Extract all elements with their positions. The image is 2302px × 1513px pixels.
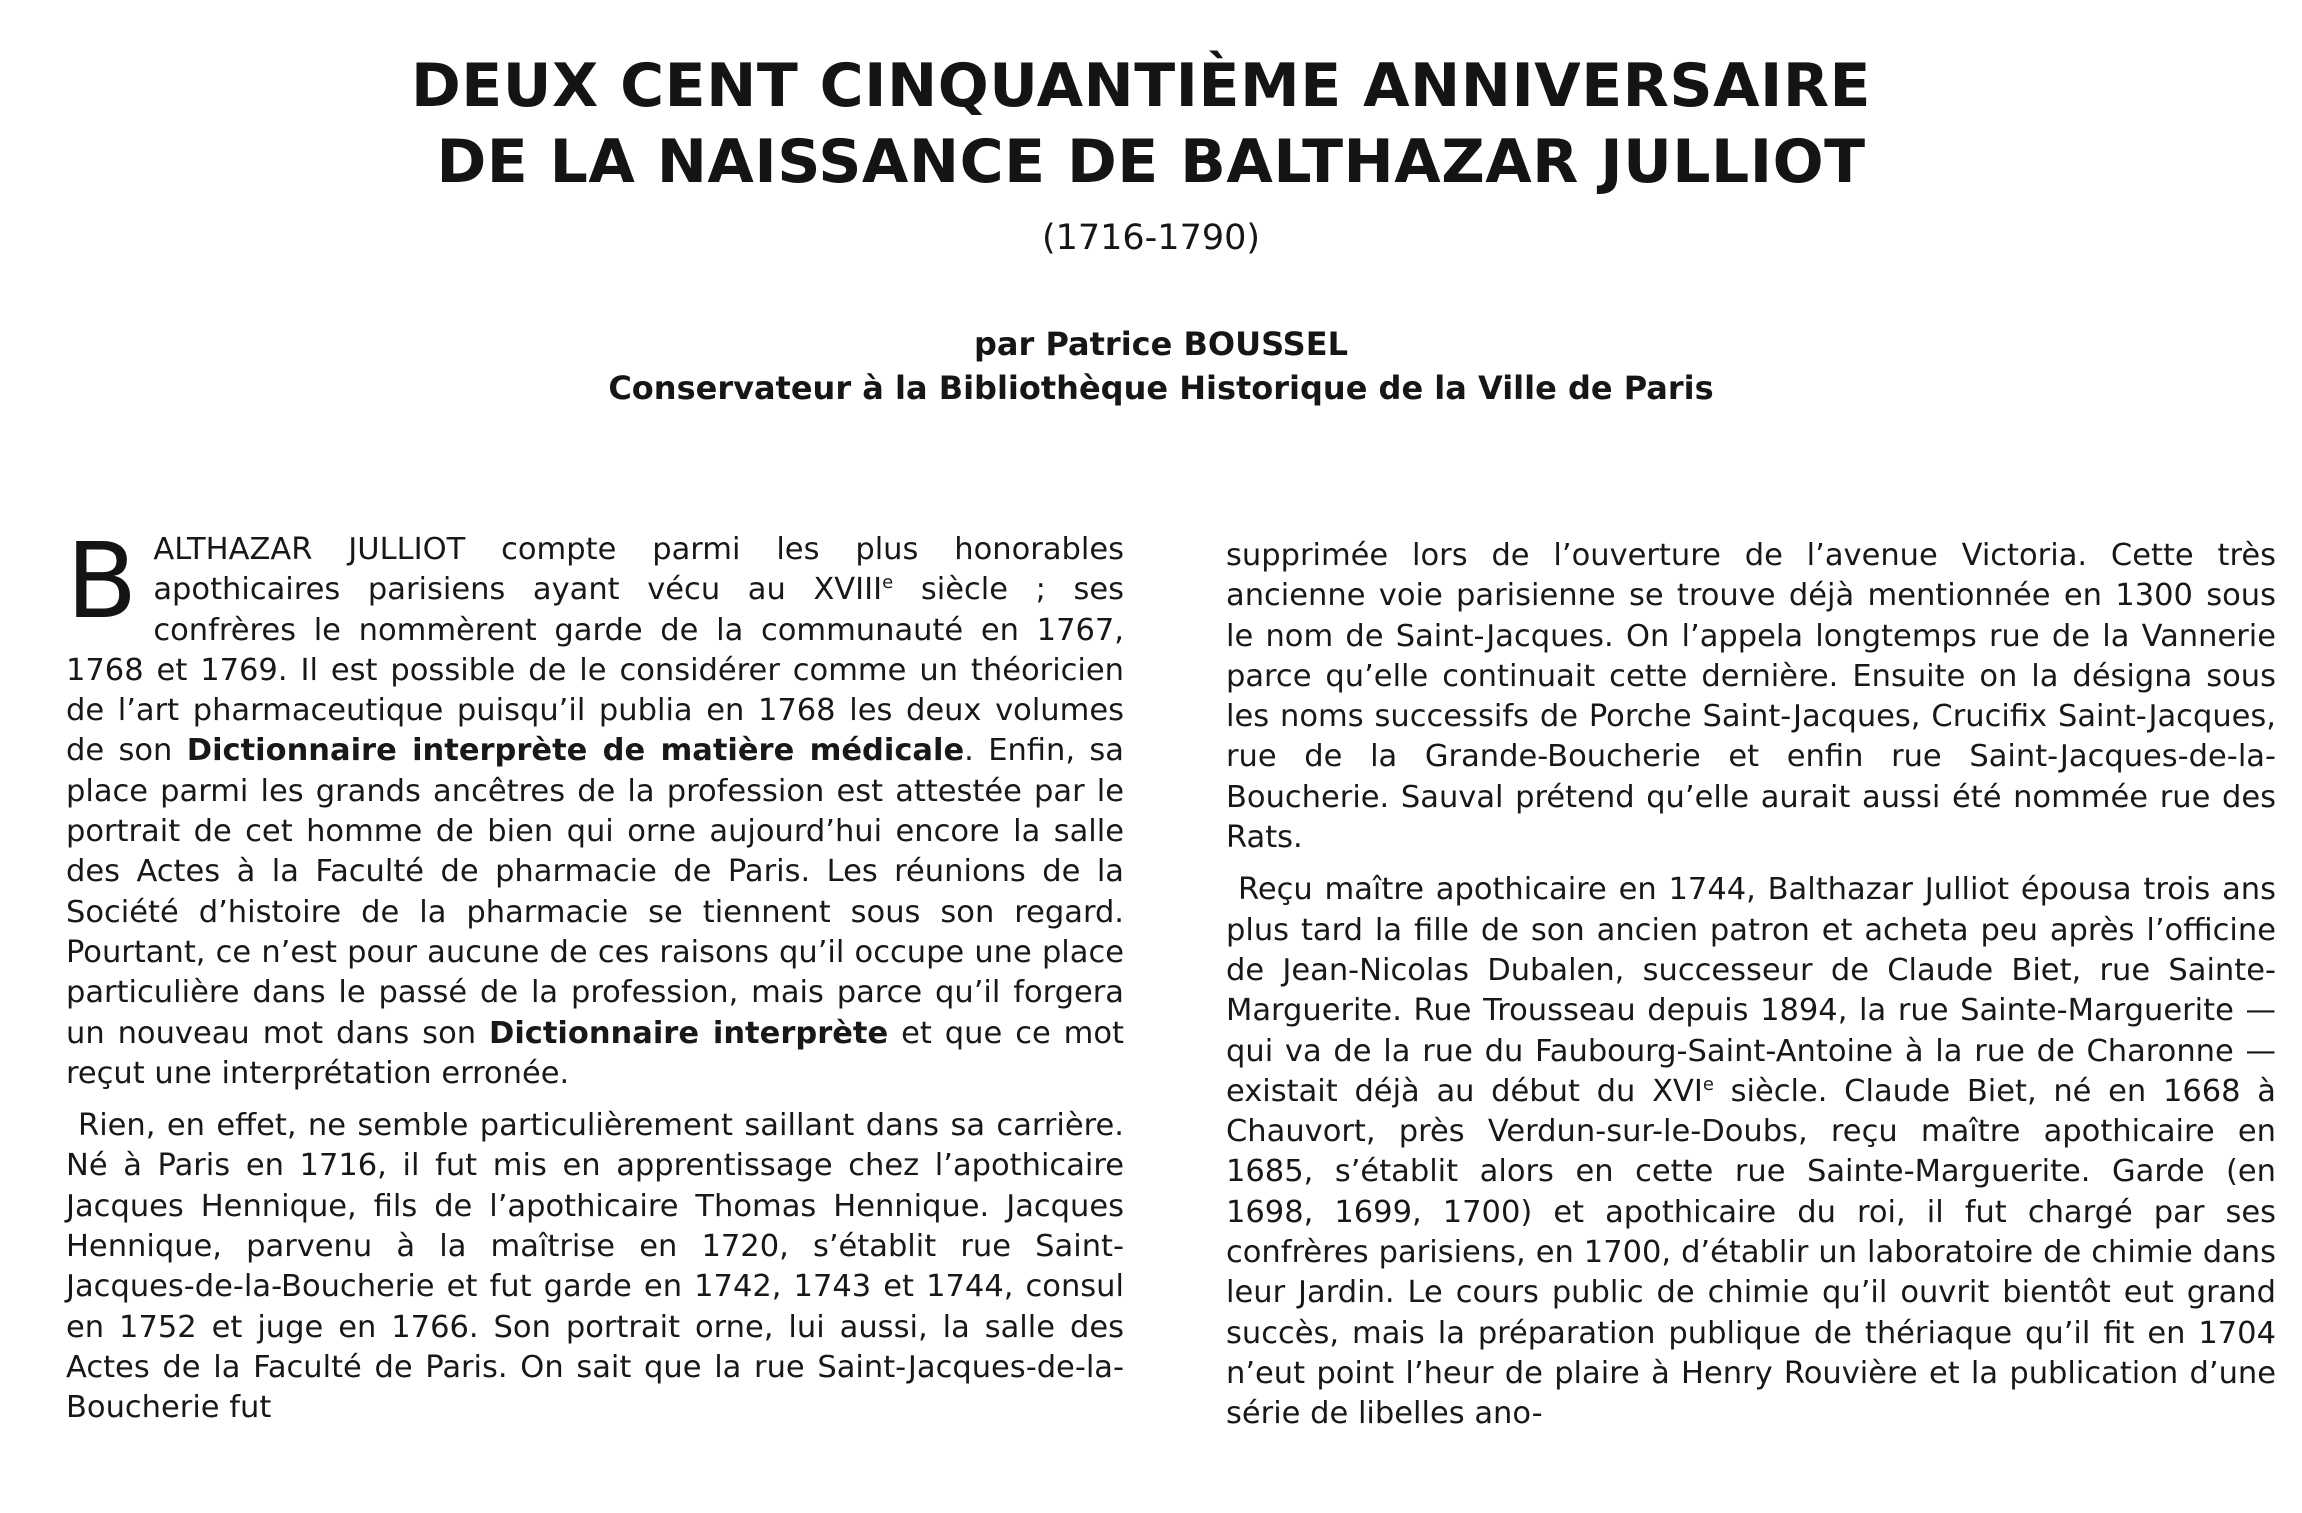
author-role: Conservateur à la Bibliothèque Historique de la Ville de Paris: [608, 369, 1714, 407]
author-byline: par Patrice BOUSSEL: [974, 325, 1348, 363]
book-title-short: Dictionnaire interprète: [489, 1015, 889, 1051]
superscript: e: [882, 572, 894, 594]
drop-cap: B: [66, 520, 138, 642]
paragraph-4-text-a: Reçu maître apothicaire en 1744, Balthazar Julliot épousa trois ans plus tard la fille de son ancien patron et acheta peu après l’officine de Jean-Nicolas Dubalen, successeur de Claude Biet, rue Sainte-Marguerite. Rue Trousseau depuis 1894, la rue Sainte-Marguerite — qui va de la rue du Faubourg-Saint-Antoine à la rue de Charonne — existait déjà au début du XVI: [1226, 872, 2276, 1109]
life-dates: (1716-1790): [1041, 218, 1261, 258]
paragraph-1-text-b: siècle ; ses confrères le nommèrent garde de la communauté en 1767, 1768 et 1769. Il est possible de le considérer comme un théoricien de l’art pharmaceutique puisqu’il publia en 1768 les deux volumes de son: [66, 572, 1124, 769]
paragraph-2: Rien, en effet, ne semble particulièrement saillant dans sa carrière. Né à Paris en 1716, il fut mis en apprentissage chez l’apothicaire Jacques Hennique, fils de l’apothicaire Thomas Hennique. Jacques Hennique, parvenu à la maîtrise en 1720, s’établit rue Saint-Jacques-de-la-Boucherie et fut garde en 1742, 1743 et 1744, consul en 1752 et juge en 1766. Son portrait orne, lui aussi, la salle des Actes de la Faculté de Paris. On sait que la rue Saint-Jacques-de-la-Boucherie fut: [66, 1108, 1124, 1426]
article-title-line-2: DE LA NAISSANCE DE BALTHAZAR JULLIOT: [436, 127, 1866, 197]
left-column: [66, 520, 1125, 1429]
paragraph-1-text-d: et que ce mot reçut une interprétation erronée.: [66, 1015, 1125, 1091]
paragraph-4: [1226, 870, 2276, 1434]
right-column: [1226, 536, 2276, 1435]
paragraph-1-text-c: . Enfin, sa place parmi les grands ancêtres de la profession est attestée par le portrait de cet homme de bien qui orne aujourd’hui encore la salle des Actes à la Faculté de pharmacie de Paris. Les réunions de la Société d’histoire de la pharmacie se tiennent sous son regard. Pourtant, ce n’est pour aucune de ces raisons qu’il occupe une place particulière dans le passé de la profession, mais parce qu’il forgera un nouveau mot dans son: [66, 733, 1124, 1051]
book-title: Dictionnaire interprète de matière médicale: [186, 733, 965, 769]
paragraph-3: supprimée lors de l’ouverture de l’avenue Victoria. Cette très ancienne voie parisienne se trouve déjà mentionnée en 1300 sous le nom de Saint-Jacques. On l’appela longtemps rue de la Vannerie parce qu’elle continuait cette dernière. Ensuite on la désigna sous les noms successifs de Porche Saint-Jacques, Crucifix Saint-Jacques, rue de la Grande-Boucherie et enfin rue Saint-Jacques-de-la-Boucherie. Sauval prétend qu’elle aurait aussi été nommée rue des Rats.: [1226, 538, 2276, 856]
paragraph-1-text-a: ALTHAZAR JULLIOT compte parmi les plus honorables apothicaires parisiens ayant vécu au XVIII: [153, 532, 1124, 608]
superscript: e: [1702, 1073, 1714, 1095]
paragraph-4-text-b: siècle. Claude Biet, né en 1668 à Chauvort, près Verdun-sur-le-Doubs, reçu maître apothicaire en 1685, s’établit alors en cette rue Sainte-Marguerite. Garde (en 1698, 1699, 1700) et apothicaire du roi, il fut chargé par ses confrères parisiens, en 1700, d’établir un laboratoire de chimie dans leur Jardin. Le cours public de chimie qu’il ouvrit bientôt eut grand succès, mais la préparation publique de thériaque qu’il fit en 1704 n’eut point l’heur de plaire à Henry Rouvière et la publication d’une série de libelles ano-: [1226, 1073, 2276, 1432]
paragraph-1: [66, 520, 1125, 1094]
article-title-line-1: DEUX CENT CINQUANTIÈME ANNIVERSAIRE: [410, 51, 1872, 121]
